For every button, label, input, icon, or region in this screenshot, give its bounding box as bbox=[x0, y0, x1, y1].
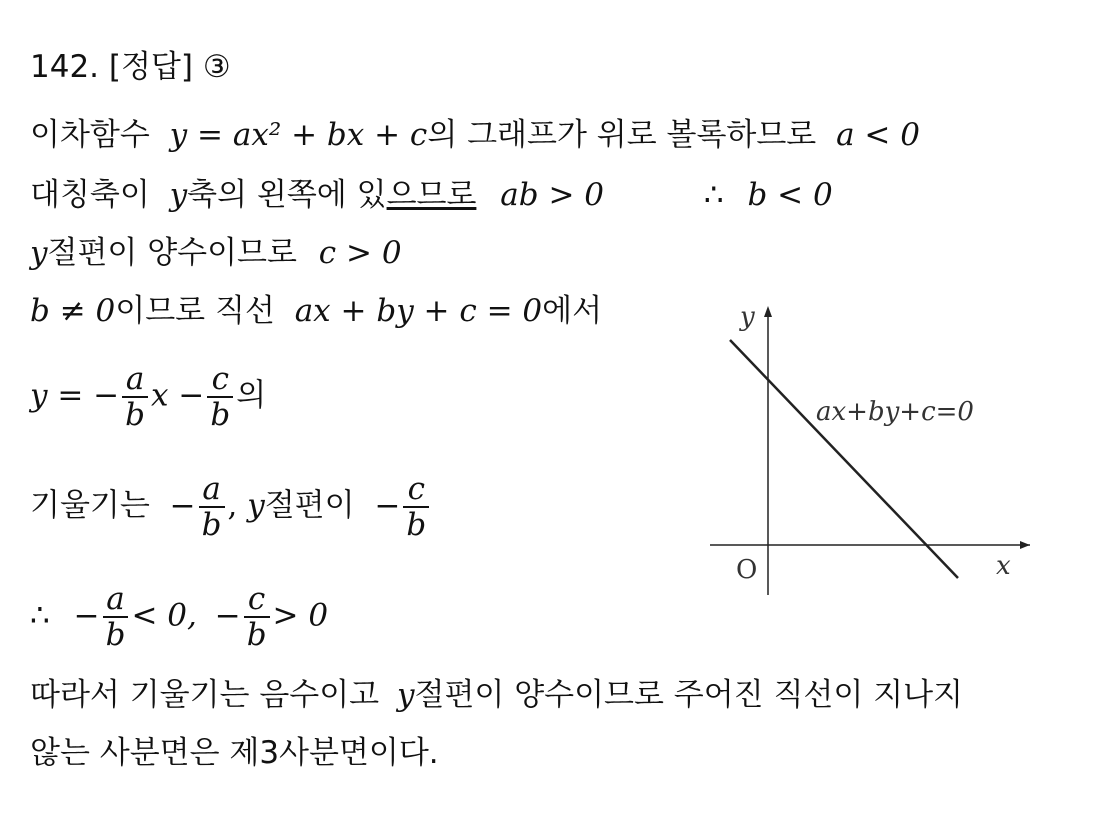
denominator: b bbox=[125, 397, 146, 434]
fraction bbox=[122, 362, 148, 432]
minus: − bbox=[214, 597, 241, 634]
comma: , bbox=[227, 487, 238, 524]
numerator: a bbox=[122, 362, 148, 398]
line-8 bbox=[30, 677, 963, 713]
inequality: > 0 bbox=[272, 597, 329, 634]
text: 절편이 양수이므로 bbox=[47, 235, 297, 271]
numerator: c bbox=[207, 362, 233, 398]
variable: y bbox=[396, 677, 415, 713]
y-axis-label: y bbox=[740, 302, 755, 332]
fraction bbox=[207, 362, 233, 432]
line-4 bbox=[30, 293, 603, 329]
numerator: a bbox=[199, 472, 225, 508]
text: 기울기는 bbox=[30, 487, 150, 524]
line-5 bbox=[30, 362, 266, 432]
problem-header bbox=[30, 49, 231, 85]
text: 에서 bbox=[542, 293, 603, 329]
x-axis-arrow bbox=[1020, 541, 1030, 549]
fraction bbox=[403, 472, 429, 542]
text: 이차함수 bbox=[30, 117, 150, 153]
text: 따라서 기울기는 음수이고 bbox=[30, 677, 380, 713]
line-9 bbox=[30, 735, 439, 771]
denominator: b bbox=[210, 397, 231, 434]
text: 절편이 양수이므로 주어진 직선이 지나지 bbox=[414, 677, 963, 713]
numerator: c bbox=[403, 472, 429, 508]
variable: y bbox=[247, 487, 265, 524]
denominator: b bbox=[406, 507, 427, 544]
equation-part: x − bbox=[151, 377, 205, 414]
variable: y bbox=[169, 177, 188, 213]
y-axis-arrow bbox=[764, 306, 772, 317]
denominator: b bbox=[201, 507, 222, 544]
denominator: b bbox=[246, 617, 267, 654]
minus: − bbox=[374, 487, 401, 524]
line-7 bbox=[30, 582, 328, 652]
equation: y = ax² + bx + c bbox=[169, 117, 428, 153]
numerator: c bbox=[244, 582, 270, 618]
fraction bbox=[199, 472, 225, 542]
text: 의 bbox=[236, 377, 267, 414]
origin-label: O bbox=[736, 555, 758, 585]
minus: − bbox=[73, 597, 100, 634]
line-graph bbox=[700, 290, 1050, 610]
inequality: ab > 0 bbox=[500, 177, 604, 213]
therefore-symbol: ∴ bbox=[30, 597, 50, 634]
answer-value: ③ bbox=[202, 49, 231, 85]
equation-part: y = − bbox=[30, 377, 120, 414]
text: 축의 왼쪽에 있 bbox=[187, 177, 387, 213]
line-6 bbox=[30, 472, 432, 542]
fraction bbox=[244, 582, 270, 652]
text: 절편이 bbox=[264, 487, 355, 524]
numerator: a bbox=[103, 582, 129, 618]
inequality: a < 0 bbox=[836, 117, 920, 153]
fraction bbox=[103, 582, 129, 652]
minus: − bbox=[169, 487, 196, 524]
text: 의 그래프가 위로 볼록하므로 bbox=[427, 117, 817, 153]
text: 대칭축이 bbox=[30, 177, 150, 213]
equation: ax + by + c = 0 bbox=[294, 293, 543, 329]
inequality: b < 0 bbox=[747, 177, 833, 213]
line-1 bbox=[30, 117, 920, 153]
therefore-symbol: ∴ bbox=[703, 177, 724, 213]
underlined-text: 으므로 bbox=[386, 177, 477, 213]
x-axis-label: x bbox=[996, 551, 1011, 581]
line-3 bbox=[30, 235, 402, 271]
line-2 bbox=[30, 177, 833, 213]
answer-label: [정답] bbox=[108, 49, 193, 85]
line-equation-label: ax+by+c=0 bbox=[816, 397, 974, 427]
condition: b ≠ 0 bbox=[30, 293, 116, 329]
problem-number: 142. bbox=[30, 49, 100, 85]
text: 않는 사분면은 제3사분면이다. bbox=[30, 735, 439, 771]
inequality: c > 0 bbox=[318, 235, 402, 271]
text: 이므로 직선 bbox=[115, 293, 275, 329]
graph-line bbox=[730, 340, 958, 578]
denominator: b bbox=[105, 617, 126, 654]
inequality: < 0, bbox=[131, 597, 197, 634]
variable: y bbox=[30, 235, 48, 271]
